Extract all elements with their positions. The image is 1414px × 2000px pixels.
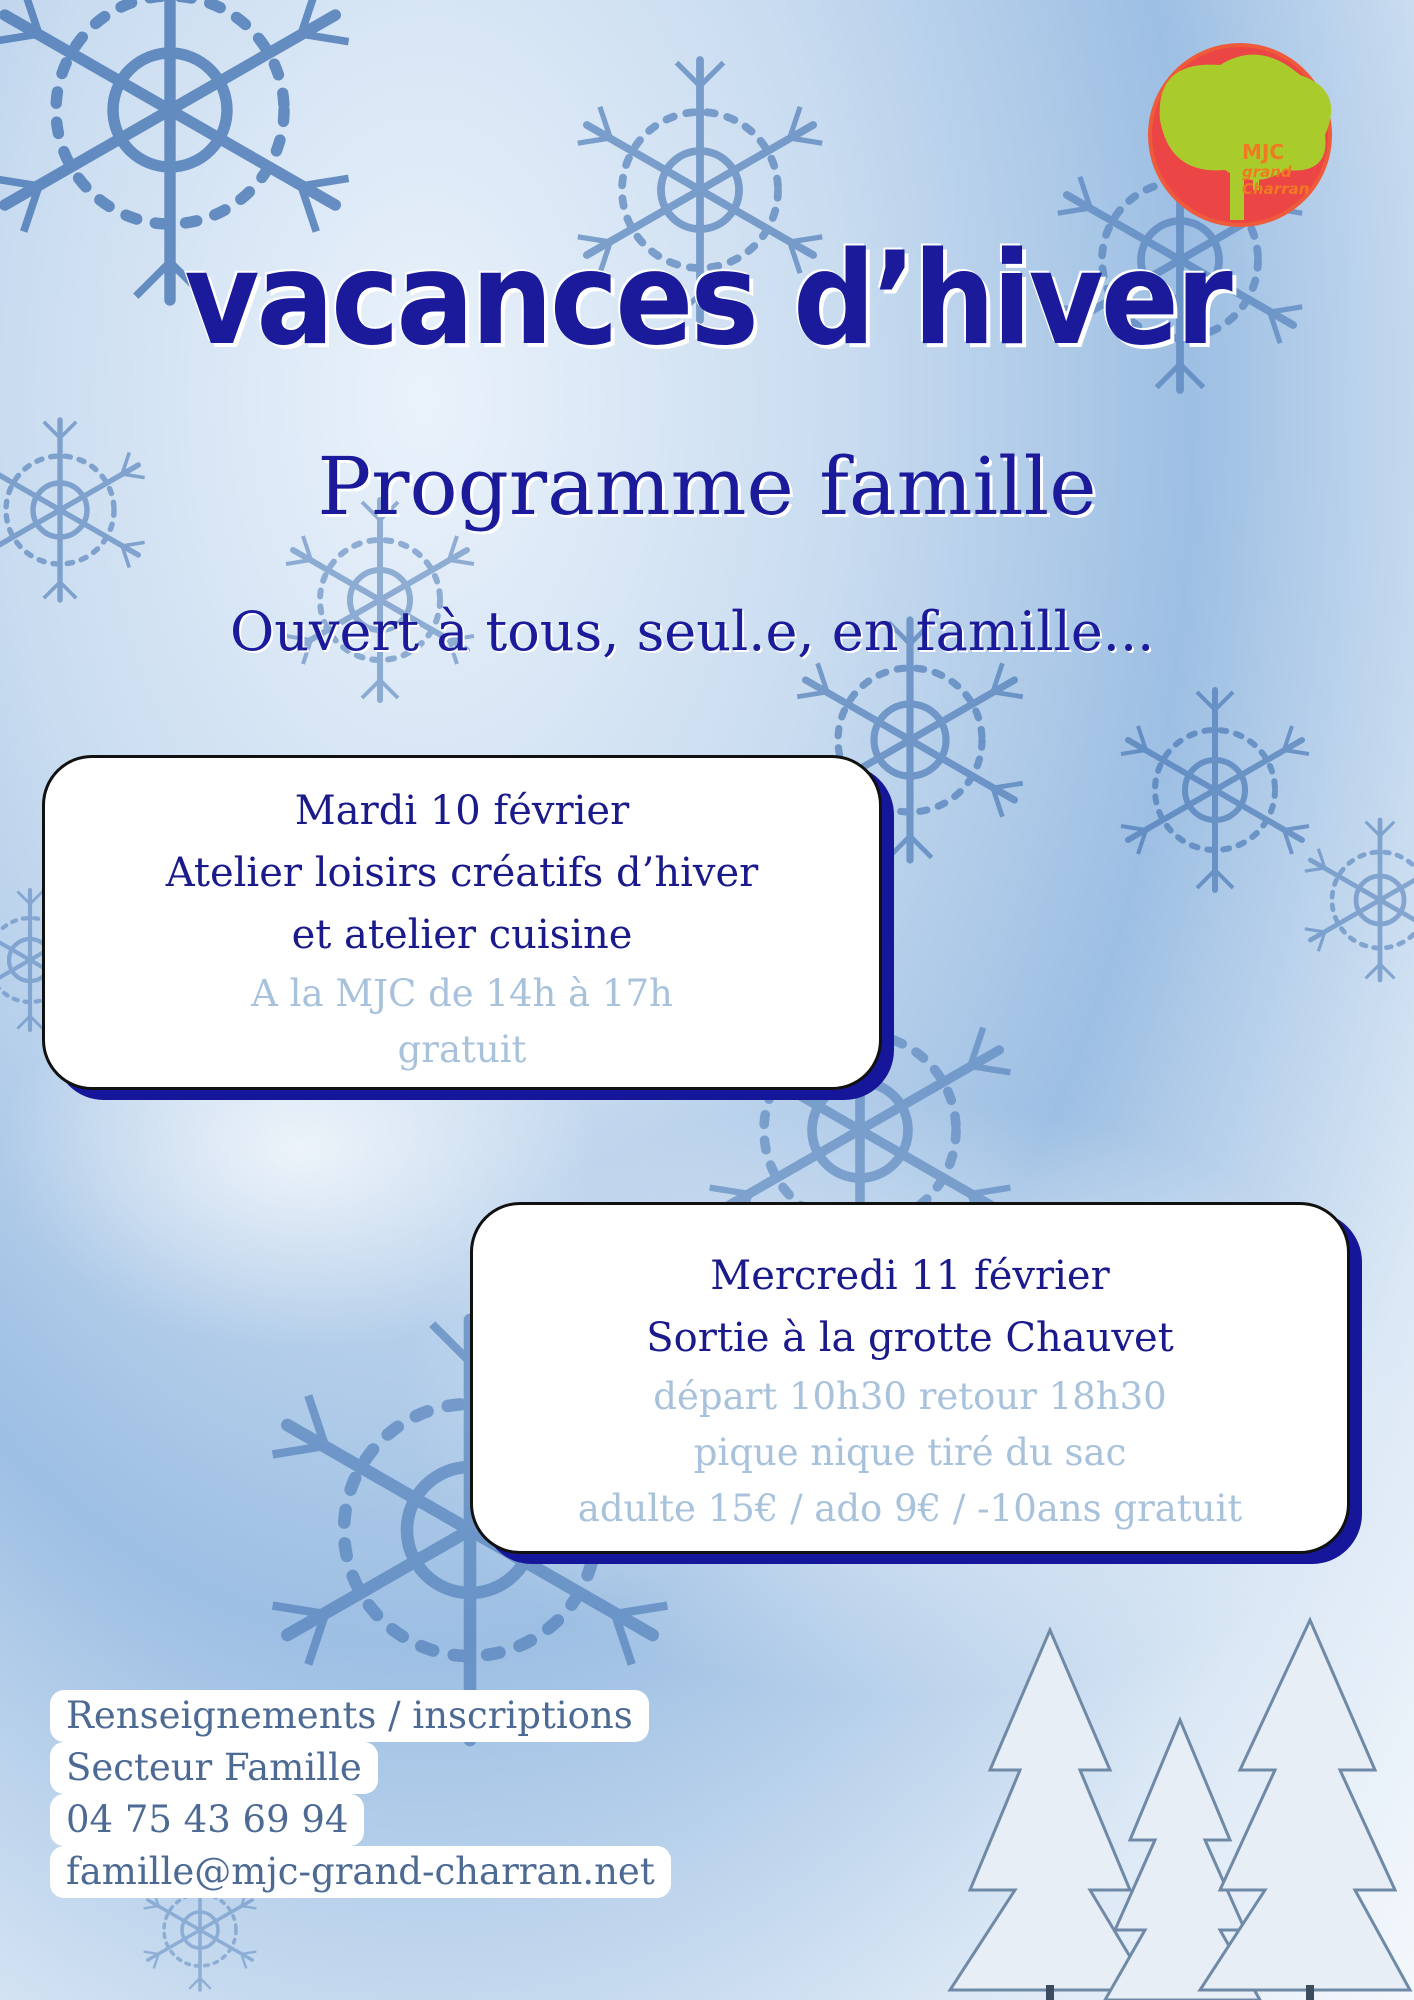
event-detail: pique nique tiré du sac <box>693 1431 1127 1474</box>
event-title-line: et atelier cuisine <box>291 912 633 958</box>
mjc-logo <box>1140 40 1350 240</box>
page-subtitle: Programme famille <box>317 440 1097 533</box>
logo-text-subtitle: grand Charran <box>1242 163 1310 198</box>
event-date: Mardi 10 février <box>294 788 630 834</box>
event-title-line: Atelier loisirs créatifs d’hiver <box>165 850 759 896</box>
snowy-trees-illustration <box>940 1590 1414 2000</box>
event-detail: adulte 15€ / ado 9€ / -10ans gratuit <box>577 1487 1243 1530</box>
event-detail: gratuit <box>397 1028 527 1071</box>
tagline: Ouvert à tous, seul.e, en famille... <box>230 600 1155 663</box>
contact-email: famille@mjc-grand-charran.net <box>50 1846 671 1898</box>
event-detail: A la MJC de 14h à 17h <box>251 972 673 1015</box>
page-title: vacances d’hiver <box>184 225 1230 374</box>
event-card-wednesday <box>470 1202 1350 1554</box>
contact-phone: 04 75 43 69 94 <box>50 1794 364 1846</box>
contact-heading: Renseignements / inscriptions <box>50 1690 649 1742</box>
event-detail: départ 10h30 retour 18h30 <box>653 1375 1167 1418</box>
event-card-tuesday <box>42 755 882 1090</box>
event-title-line: Sortie à la grotte Chauvet <box>646 1315 1174 1361</box>
logo-text-mjc: MJC <box>1242 140 1285 164</box>
event-date: Mercredi 11 février <box>710 1253 1110 1299</box>
contact-block <box>50 1690 671 1898</box>
contact-sector: Secteur Famille <box>50 1742 378 1794</box>
